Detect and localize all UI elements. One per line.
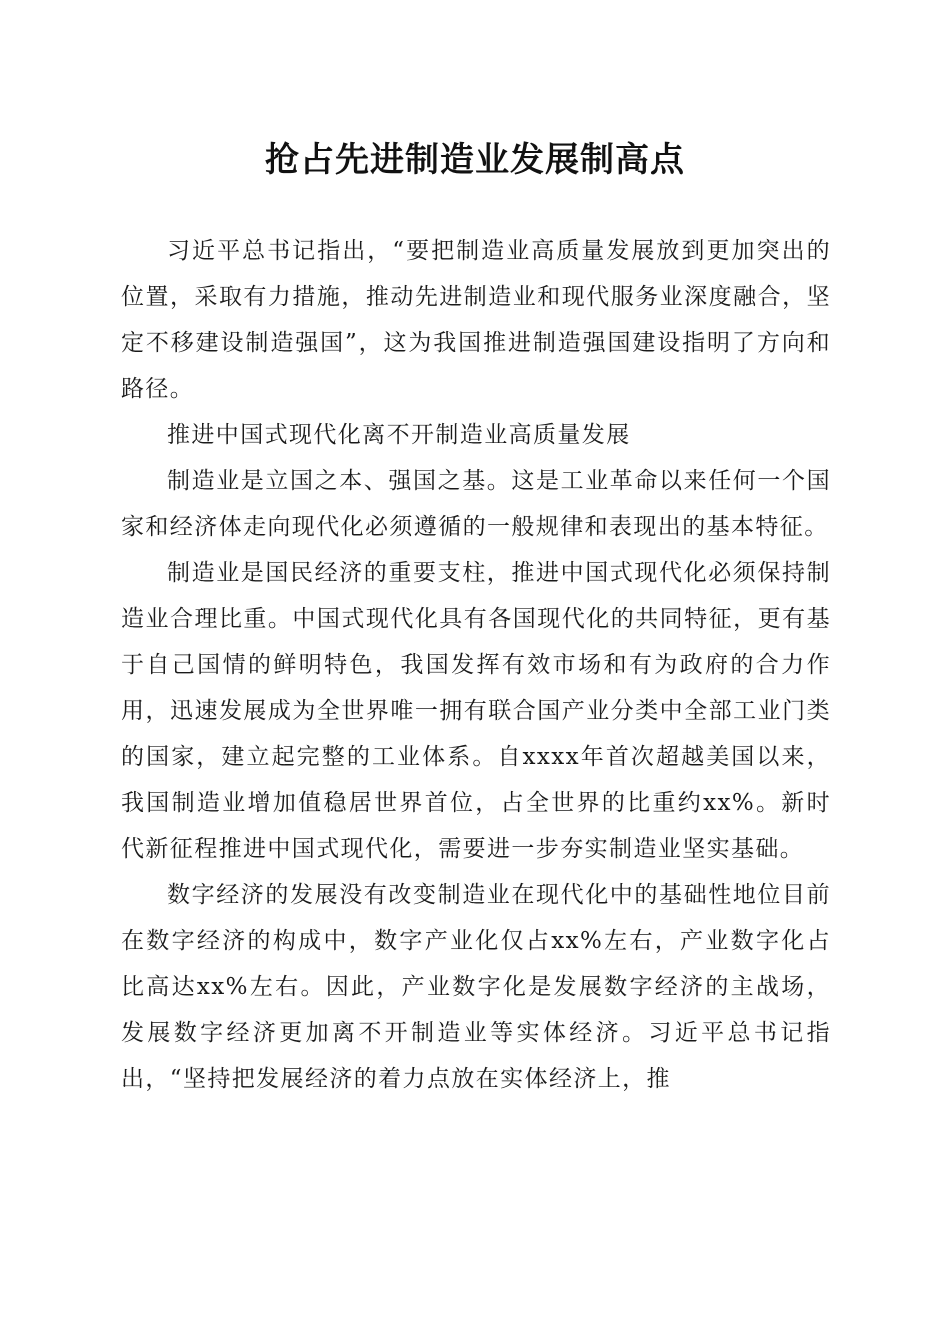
paragraph-digital-economy: 数字经济的发展没有改变制造业在现代化中的基础性地位目前在数字经济的构成中，数字产业化仅占xx%左右，产业数字化占比高达xx%左右。因此，产业数字化是发展数字经济的主战场，发展数字经济更加离不开制造业等实体经济。习近平总书记指出，“坚持把发展经济的着力点放在实体经济上，推 bbox=[121, 882, 831, 1092]
paragraph-foundation: 制造业是立国之本、强国之基。这是工业革命以来任何一个国家和经济体走向现代化必须遵循的一般规律和表现出的基本特征。 bbox=[121, 468, 831, 540]
paragraph-pillar: 制造业是国民经济的重要支柱，推进中国式现代化必须保持制造业合理比重。中国式现代化具有各国现代化的共同特征，更有基于自己国情的鲜明特色，我国发挥有效市场和有为政府的合力作用，迅速发展成为全世界唯一拥有联合国产业分类中全部工业门类的国家，建立起完整的工业体系。自xxxx年首次超越美国以来，我国制造业增加值稳居世界首位，占全世界的比重约xx%。新时代新征程推进中国式现代化，需要进一步夯实制造业坚实基础。 bbox=[121, 560, 831, 862]
paragraph-intro: 习近平总书记指出，“要把制造业高质量发展放到更加突出的位置，采取有力措施，推动先进制造业和现代服务业深度融合，坚定不移建设制造强国”，这为我国推进制造强国建设指明了方向和路径。 bbox=[121, 238, 831, 402]
document-body bbox=[121, 228, 831, 1102]
section-heading: 推进中国式现代化离不开制造业高质量发展 bbox=[167, 422, 631, 448]
document-title: 抢占先进制造业发展制高点 bbox=[265, 140, 685, 180]
